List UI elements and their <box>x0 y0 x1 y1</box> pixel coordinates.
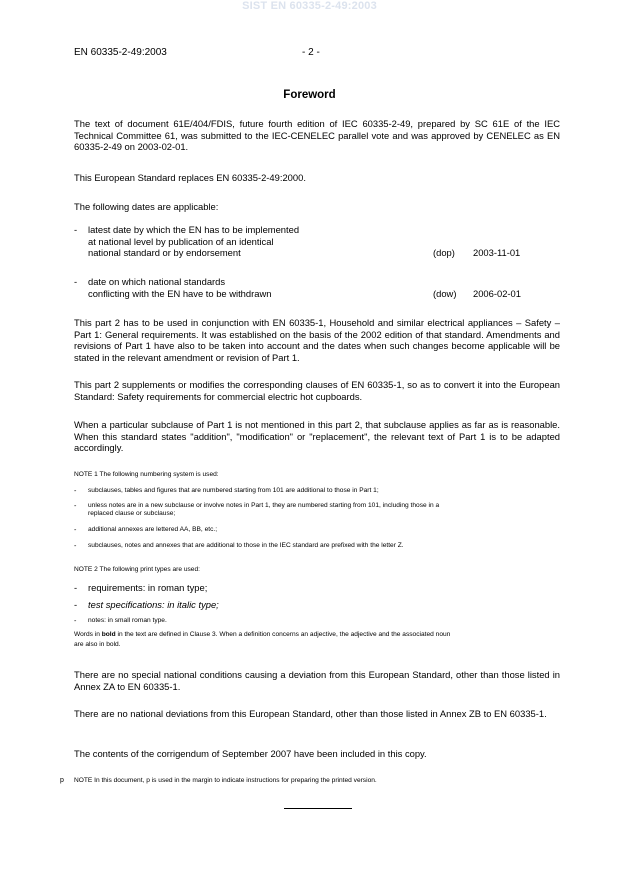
page-title: Foreword <box>283 89 336 101</box>
list-dash: - <box>74 276 78 287</box>
end-rule <box>284 808 352 809</box>
note-2-heading: NOTE 2 The following print types are used: <box>74 566 200 573</box>
paragraph-national-deviations: There are no national deviations from this European Standard, other than those listed in Annex ZB to EN 60335-1. <box>74 708 547 719</box>
note-1-item: unless notes are in a new subclause or involve notes in Part 1, they are numbered starting from 101, including those in a <box>88 502 440 509</box>
list-dash: - <box>74 486 77 495</box>
date-value-dow: 2006-02-01 <box>473 287 521 299</box>
note-2-item-requirements: requirements: in roman type; <box>88 582 208 593</box>
date-item-line: latest date by which the EN has to be implemented <box>88 224 300 235</box>
note-1-item: subclauses, notes and annexes that are additional to those in the IEC standard are prefixed with the letter Z. <box>88 542 404 549</box>
list-dash: - <box>74 541 77 550</box>
list-dash: - <box>74 582 78 593</box>
footer-note: NOTE In this document, p is used in the margin to indicate instructions for preparing the printed version. <box>74 777 377 784</box>
date-item-line: date on which national standards <box>88 276 226 287</box>
paragraph-national-conditions: There are no special national conditions causing a deviation from this European Standard, other than those listed in Annex ZA to EN 60335-1. <box>74 669 560 692</box>
note-1-item-continued: replaced clause or subclause; <box>88 510 176 518</box>
bold-definition-note <box>74 631 560 639</box>
paragraph-replaces: This European Standard replaces EN 60335-2-49:2000. <box>74 172 306 183</box>
paragraph-subclause-rules: When a particular subclause of Part 1 is not mentioned in this part 2, that subclause applies as far as is reasonable. When this standard states "addition", "modification" or "replacement", the relevant text of Part 1 is to be adapted accordingly. <box>74 419 560 454</box>
paragraph-part-1-relation: This part 2 has to be used in conjunction with EN 60335-1, Household and similar electrical appliances – Safety – Part 1: General requirements. It was established on the basis of the 2002 edition of that standard. Amendments and revisions of Part 1 have also to be taken into account and the dates when such changes become applicable will be stated in the relevant amendment or revision of Part 1. <box>74 317 560 363</box>
bold-note-text: in the text are defined in Clause 3. When a definition concerns an adjective, the adjective and the associated noun <box>115 631 451 638</box>
list-dash: - <box>74 501 77 510</box>
paragraph-supplements: This part 2 supplements or modifies the corresponding clauses of EN 60335-1, so as to convert it into the European Standard: Safety requirements for commercial electric hot cupboards. <box>74 379 560 402</box>
bold-definition-note-continued: are also in bold. <box>74 641 121 648</box>
margin-marker-p: p <box>60 777 64 784</box>
note-1-item: subclauses, tables and figures that are numbered starting from 101 are additional to those in Part 1; <box>88 487 379 494</box>
list-dash: - <box>74 224 78 235</box>
bold-note-text: Words in <box>74 631 102 638</box>
date-code-dow: (dow) <box>433 287 457 299</box>
note-2-item-notes: notes: in small roman type. <box>88 617 167 624</box>
date-item-line: at national level by publication of an identical <box>88 235 274 247</box>
note-2-item-tests: test specifications: in italic type; <box>88 599 219 610</box>
date-item-line: national standard or by endorsement <box>88 247 241 259</box>
date-item-line: conflicting with the EN have to be withdrawn <box>88 287 272 299</box>
list-dash: - <box>74 525 77 534</box>
date-code-dop: (dop) <box>433 247 455 259</box>
header-document-id: EN 60335-2-49:2003 <box>74 47 167 58</box>
note-1-heading: NOTE 1 The following numbering system is used: <box>74 471 219 478</box>
list-dash: - <box>74 599 78 610</box>
note-1-item: additional annexes are lettered AA, BB, etc.; <box>88 526 218 533</box>
paragraph-dates-intro: The following dates are applicable: <box>74 201 219 212</box>
bold-note-keyword: bold <box>101 631 116 638</box>
header-page-number: - 2 - <box>302 47 320 58</box>
list-dash: - <box>74 616 77 625</box>
watermark: SIST EN 60335-2-49:2003 <box>242 0 377 12</box>
paragraph-document-origin: The text of document 61E/404/FDIS, future fourth edition of IEC 60335-2-49, prepared by SC 61E of the IEC Technical Committee 61, was submitted to the IEC-CENELEC parallel vote and was approved by CENELEC as EN 60335-2-49 on 2003-02-01. <box>74 118 560 153</box>
date-value-dop: 2003-11-01 <box>473 247 521 259</box>
paragraph-corrigendum: The contents of the corrigendum of September 2007 have been included in this copy. <box>74 748 427 759</box>
